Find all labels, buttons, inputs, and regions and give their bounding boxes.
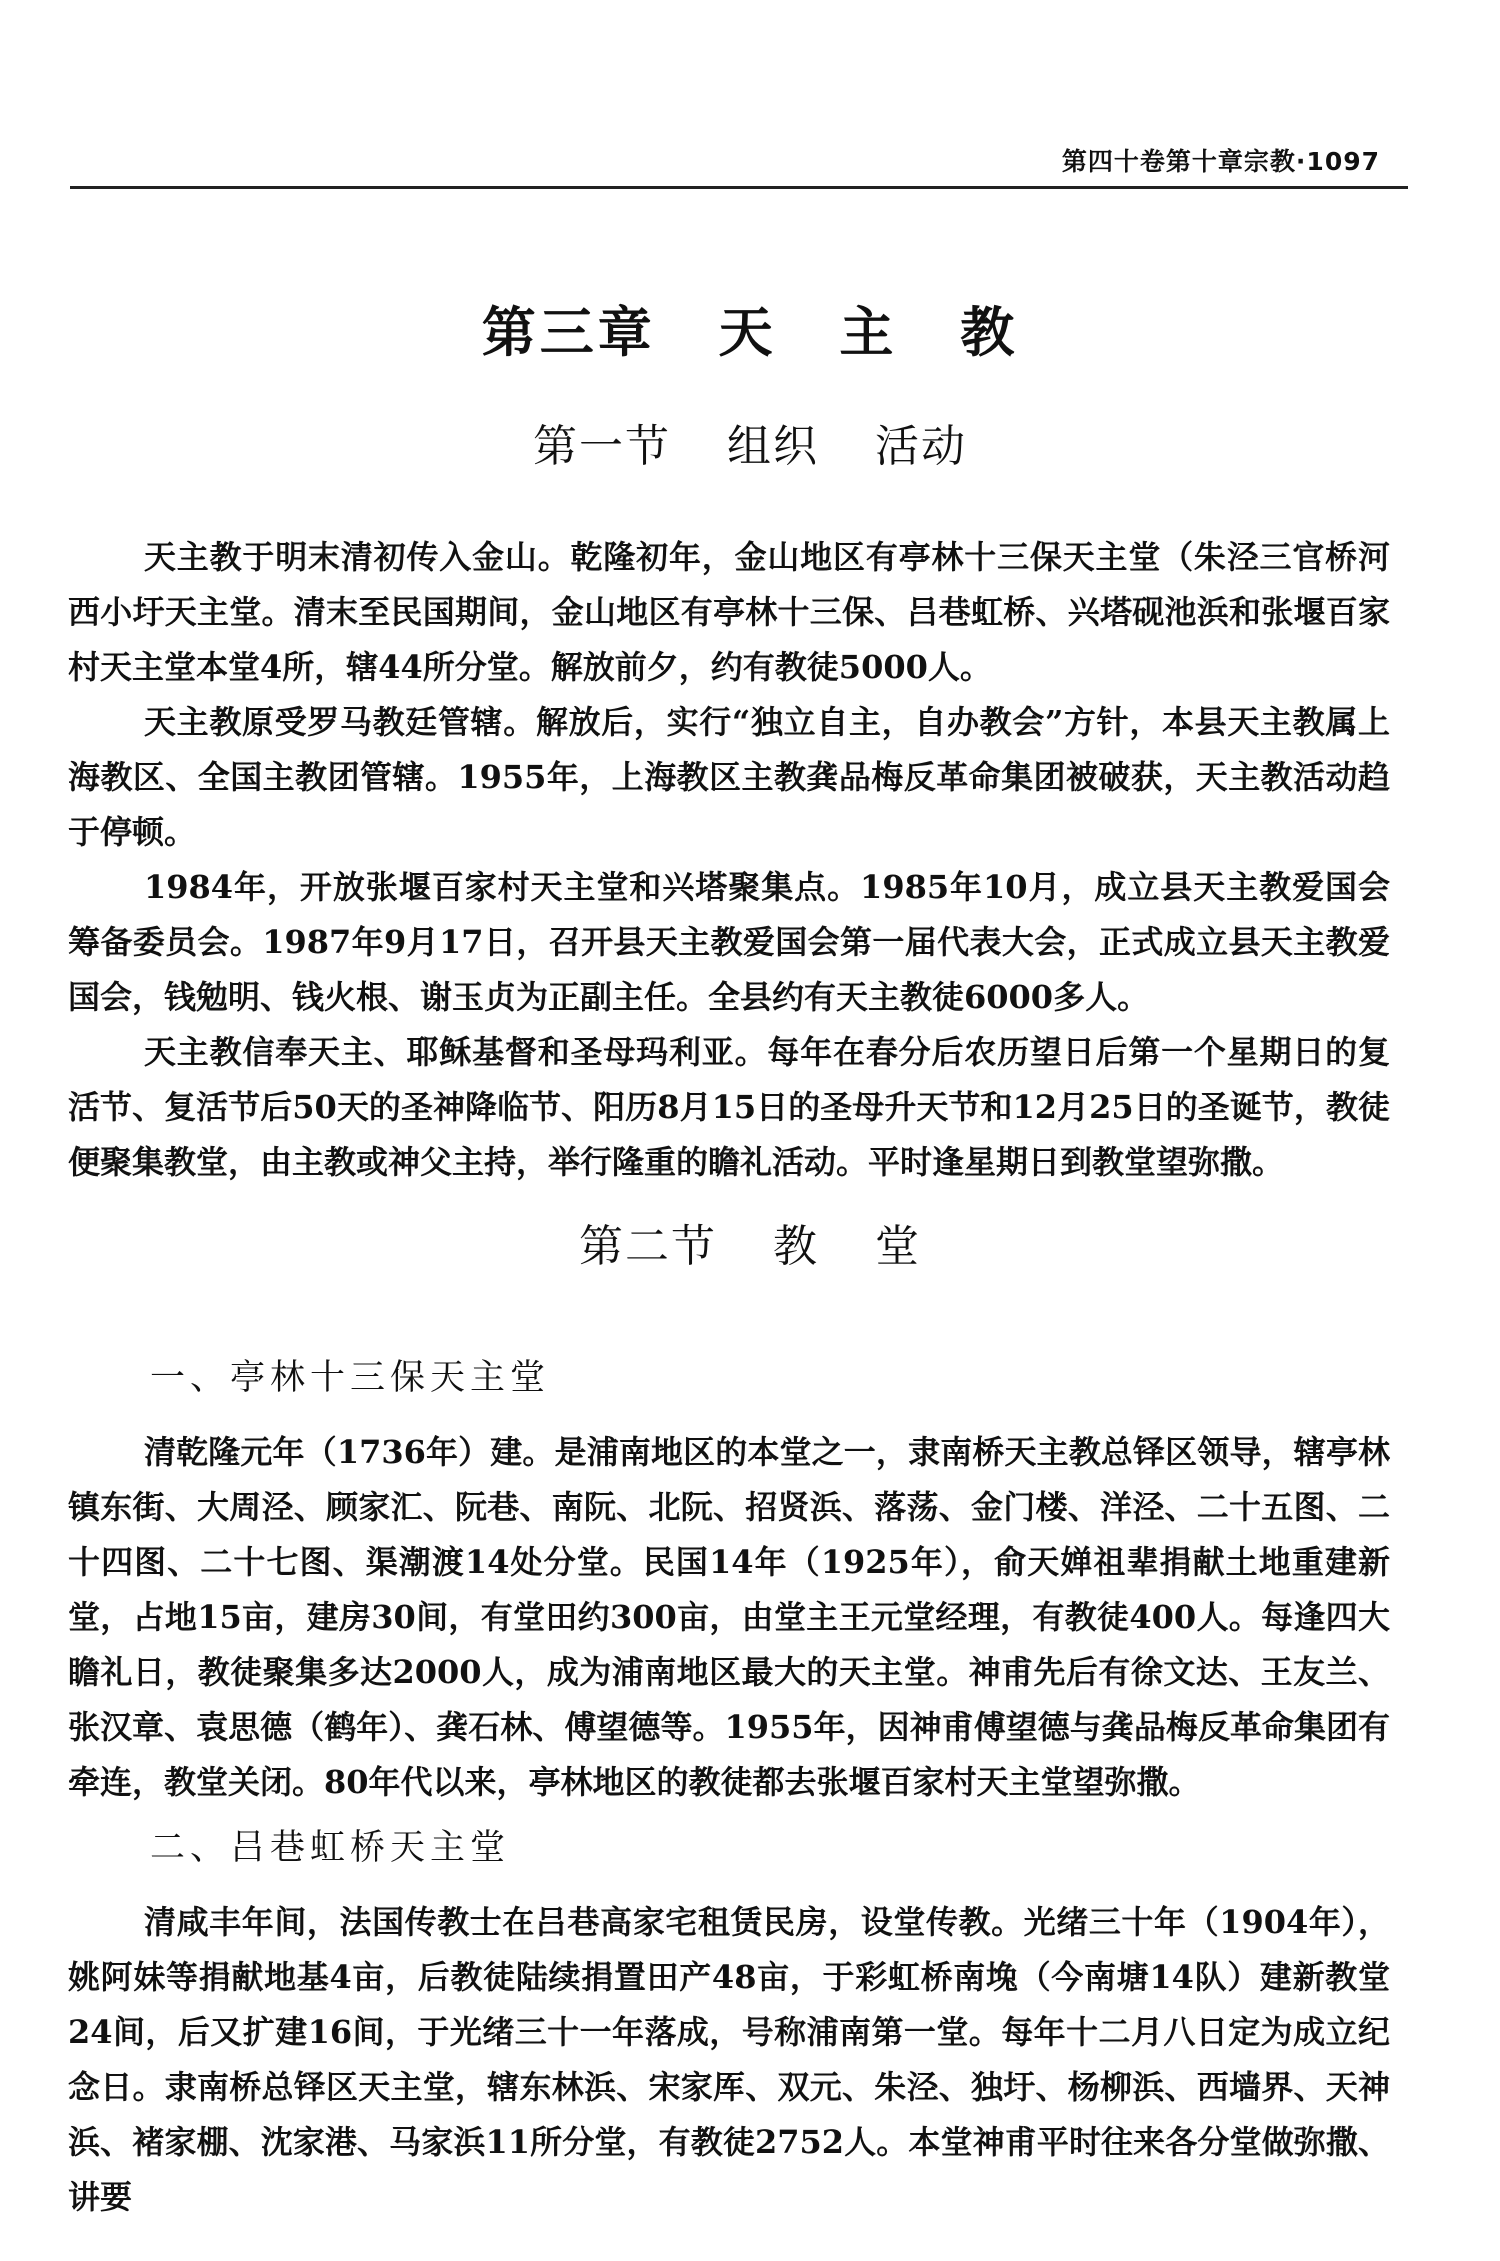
paragraph: 天主教于明末清初传入金山。乾隆初年，金山地区有亭林十三保天主堂（朱泾三官桥河西小圩天主堂。清末至民国期间，金山地区有亭林十三保、吕巷虹桥、兴塔砚池浜和张堰百家村天主堂本堂4所，辖44所分堂。解放前夕，约有教徒5000人。 xyxy=(68,538,1390,686)
subheading-tinglin-church: 一、亭林十三保天主堂 xyxy=(150,1358,551,1398)
paragraph: 1984年，开放张堰百家村天主堂和兴塔聚集点。1985年10月，成立县天主教爱国会筹备委员会。1987年9月17日，召开县天主教爱国会第一届代表大会，正式成立县天主教爱国会，钱勉明、钱火根、谢玉贞为正副主任。全县约有天主教徒6000多人。 xyxy=(68,868,1390,1016)
section-title-churches: 第二节 教 堂 xyxy=(579,1221,921,1272)
subheading-lvxiang-church: 二、吕巷虹桥天主堂 xyxy=(150,1828,511,1868)
running-head: 第四十卷第十章宗教·1097 xyxy=(1061,147,1380,176)
paragraph: 清咸丰年间，法国传教士在吕巷高家宅租赁民房，设堂传教。光绪三十年（1904年），姚阿妹等捐献地基4亩，后教徒陆续捐置田产48亩，于彩虹桥南堍（今南塘14队）建新教堂24间，后又扩建16间，于光绪三十一年落成，号称浦南第一堂。每年十二月八日定为成立纪念日。隶南桥总铎区天主堂，辖东林浜、宋家厍、双元、朱泾、独圩、杨柳浜、西墙界、天神浜、褚家棚、沈家港、马家浜11所分堂，有教徒2752人。本堂神甫平时往来各分堂做弥撒、讲要 xyxy=(68,1903,1390,2216)
chapter-title: 第三章 天 主 教 xyxy=(481,301,1019,364)
paragraph: 清乾隆元年（1736年）建。是浦南地区的本堂之一，隶南桥天主教总铎区领导，辖亭林镇东街、大周泾、顾家汇、阮巷、南阮、北阮、招贤浜、落荡、金门楼、洋泾、二十五图、二十四图、二十七图、渠潮渡14处分堂。民国14年（1925年），俞天婵祖辈捐献土地重建新堂，占地15亩，建房30间，有堂田约300亩，由堂主王元堂经理，有教徒400人。每逢四大瞻礼日，教徒聚集多达2000人，成为浦南地区最大的天主堂。神甫先后有徐文达、王友兰、张汉章、袁思德（鹤年）、龚石林、傅望德等。1955年，因神甫傅望德与龚品梅反革命集团有牵连，教堂关闭。80年代以来，亭林地区的教徒都去张堰百家村天主堂望弥撒。 xyxy=(68,1433,1390,1801)
paragraph: 天主教原受罗马教廷管辖。解放后，实行“独立自主，自办教会”方针，本县天主教属上海教区、全国主教团管辖。1955年，上海教区主教龚品梅反革命集团被破获，天主教活动趋于停顿。 xyxy=(68,703,1390,851)
section-title-organization: 第一节 组织 活动 xyxy=(533,421,967,472)
paragraph: 天主教信奉天主、耶稣基督和圣母玛利亚。每年在春分后农历望日后第一个星期日的复活节、复活节后50天的圣神降临节、阳历8月15日的圣母升天节和12月25日的圣诞节，教徒便聚集教堂，由主教或神父主持，举行隆重的瞻礼活动。平时逢星期日到教堂望弥撒。 xyxy=(68,1033,1390,1181)
header-rule xyxy=(70,186,1408,189)
